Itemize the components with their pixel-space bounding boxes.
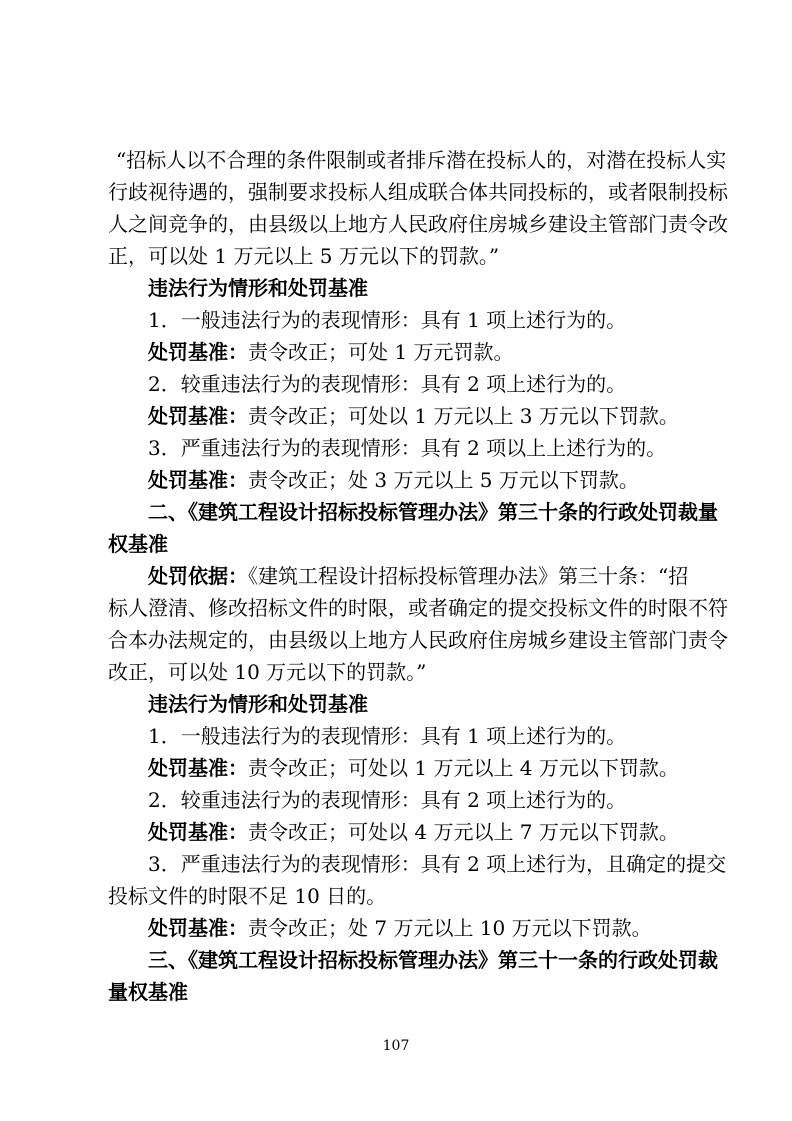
situation-item: 2．较重违法行为的表现情形：具有 2 项上述行为的。 — [148, 372, 627, 396]
penalty-text: 责令改正；可处 1 万元罚款。 — [248, 340, 514, 364]
penalty-label: 处罚基准： — [148, 820, 248, 844]
penalty-label: 处罚基准： — [148, 404, 248, 428]
section-heading: 违法行为情形和处罚基准 — [148, 276, 368, 300]
situation-item: 2．较重违法行为的表现情形：具有 2 项上述行为的。 — [148, 788, 627, 812]
basis-line: 合本办法规定的，由县级以上地方人民政府住房城乡建设主管部门责令 — [108, 628, 728, 652]
quote-line: “招标人以不合理的条件限制或者排斥潜在投标人的，对潜在投标人实 — [116, 148, 727, 172]
situation-item: 1．一般违法行为的表现情形：具有 1 项上述行为的。 — [148, 308, 627, 332]
quote-line: 正，可以处 1 万元以上 5 万元以下的罚款。” — [108, 244, 500, 268]
penalty-standard — [148, 756, 748, 780]
penalty-standard — [148, 916, 748, 940]
penalty-standard — [148, 340, 748, 364]
penalty-text: 责令改正；可处以 4 万元以上 7 万元以下罚款。 — [248, 820, 679, 844]
penalty-text: 责令改正；可处以 1 万元以上 4 万元以下罚款。 — [248, 756, 679, 780]
page-number: 107 — [382, 1038, 410, 1054]
penalty-standard — [148, 820, 748, 844]
situation-item: 1．一般违法行为的表现情形：具有 1 项上述行为的。 — [148, 724, 627, 748]
penalty-text: 责令改正；处 7 万元以上 10 万元以下罚款。 — [248, 916, 652, 940]
penalty-basis — [148, 564, 748, 588]
penalty-label: 处罚基准： — [148, 468, 248, 492]
basis-line: 改正，可以处 10 万元以下的罚款。” — [108, 660, 427, 684]
penalty-label: 处罚基准： — [148, 756, 248, 780]
penalty-standard — [148, 468, 748, 492]
quote-line: 行歧视待遇的，强制要求投标人组成联合体共同投标的，或者限制投标 — [108, 180, 728, 204]
penalty-standard — [148, 404, 748, 428]
situation-item: 3．严重违法行为的表现情形：具有 2 项上述行为，且确定的提交 — [148, 852, 727, 876]
situation-item: 3．严重违法行为的表现情形：具有 2 项以上上述行为的。 — [148, 436, 667, 460]
section-title: 二、《建筑工程设计招标投标管理办法》第三十条的行政处罚裁量 — [148, 500, 718, 524]
penalty-text: 责令改正；处 3 万元以上 5 万元以下罚款。 — [248, 468, 639, 492]
section-heading: 违法行为情形和处罚基准 — [148, 692, 368, 716]
section-title: 三、《建筑工程设计招标投标管理办法》第三十一条的行政处罚裁 — [148, 948, 718, 972]
penalty-text: 责令改正；可处以 1 万元以上 3 万元以下罚款。 — [248, 404, 679, 428]
basis-line: 标人澄清、修改招标文件的时限，或者确定的提交投标文件的时限不符 — [108, 596, 728, 620]
basis-text: 《建筑工程设计招标投标管理办法》第三十条：“招 — [248, 564, 689, 588]
penalty-label: 处罚基准： — [148, 916, 248, 940]
situation-item-continued: 投标文件的时限不足 10 日的。 — [108, 884, 387, 908]
section-title: 量权基准 — [108, 980, 188, 1004]
penalty-label: 处罚基准： — [148, 340, 248, 364]
basis-label: 处罚依据： — [148, 564, 248, 588]
section-title: 权基准 — [108, 532, 168, 556]
quote-line: 人之间竞争的，由县级以上地方人民政府住房城乡建设主管部门责令改 — [108, 212, 728, 236]
